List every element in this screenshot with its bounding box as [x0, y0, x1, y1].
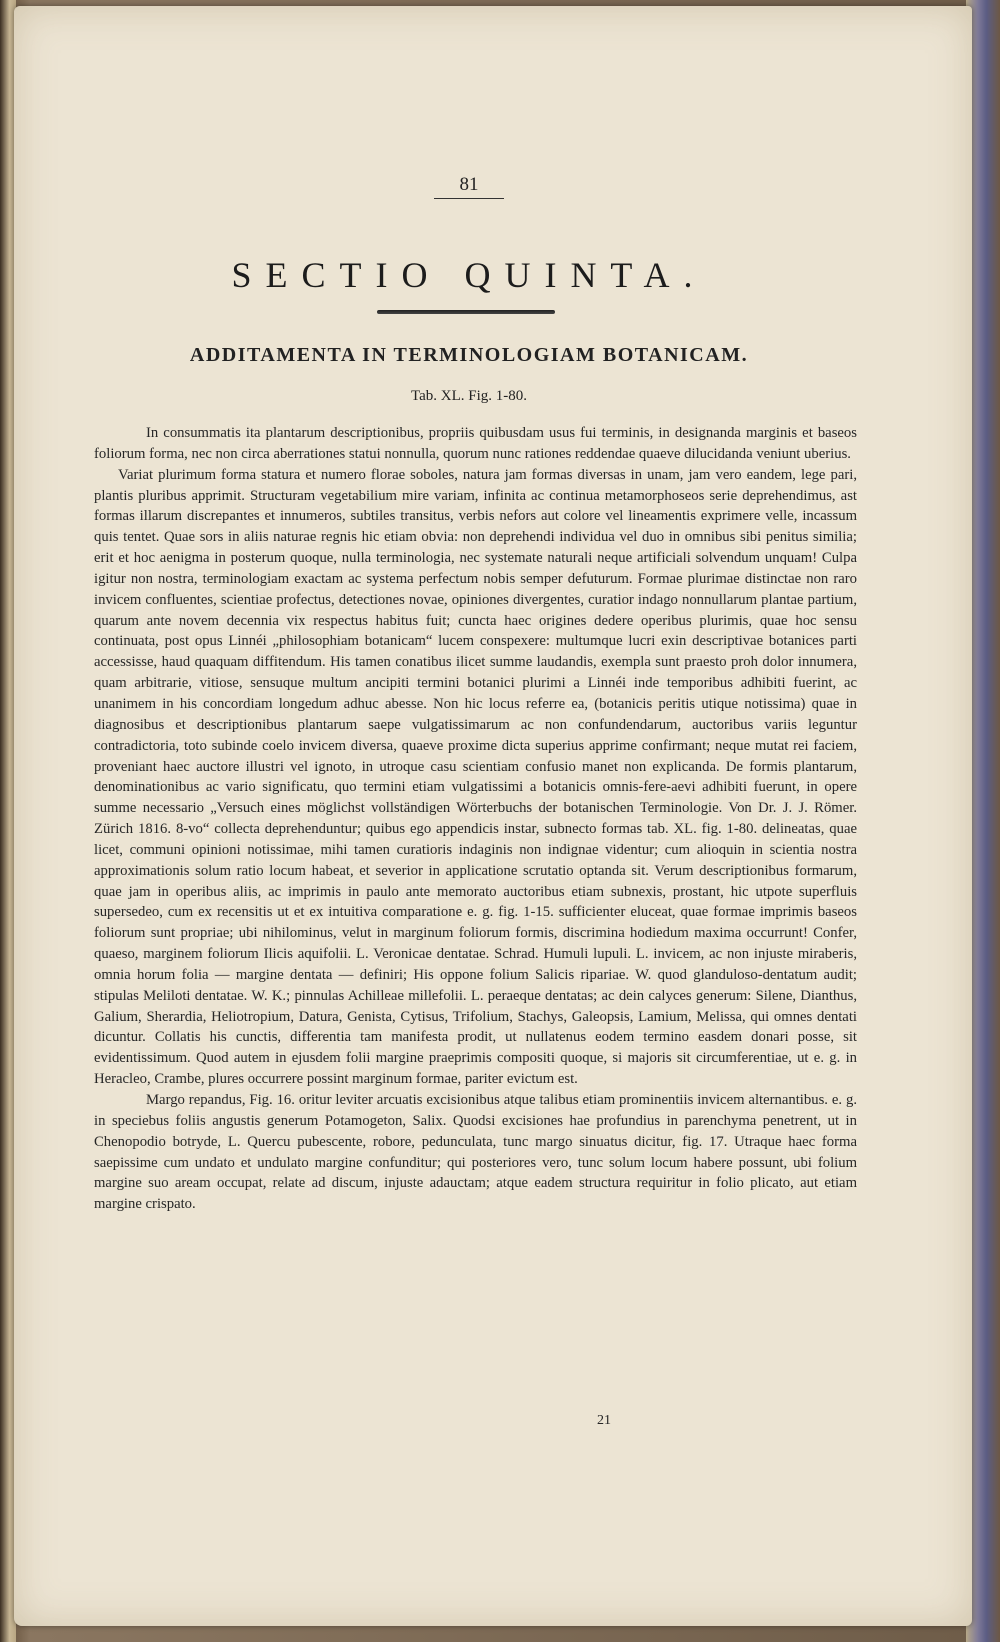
plate-reference: Tab. XL. Fig. 1-80.: [410, 388, 528, 404]
page-number: 81: [434, 174, 504, 199]
paragraph-intro: In consummatis ita plantarum descriptionibus, propriis quibusdam usus fui terminis, in designanda marginis et baseos foliorum forma, nec non circa aberrationes statui nonnulla, quorum nunc rationes reddendae quaeve dilucidanda veniunt uberius.: [94, 425, 857, 462]
paragraph-main: Variat plurimum forma statura et numero florae soboles, natura jam formas diversas in unam, jam vero eandem, lege pari, plantis pluribus apprimit. Structuram vegetabilium mire variam, infinita ac continua metamorphoseos serie deprehendimus, ast formas illarum discrepantes et innumeros, subtiles transitus, verbis nefors aut colore vel lineamentis exprimere velle, incassum quis tentet. Quae sors in aliis naturae regnis hic etiam obvia: non deprehendi individua vel duo in omnibus sibi penitus similia; erit et hoc aenigma in posterum quoque, nulla terminologia, nec systemate naturali neque artificiali solvendum unquam! Culpa igitur non nostra, terminologiam exactam ac systema perfectum nobis semper defuturum. Formae plurimae distinctae non raro invicem confluentes, scientiae profectus, detectiones novae, opiniones divergentes, curatior indago nonnullarum plantae partium, quarum ante novem decennia vix respectus habitus fuit; cuncta haec origines dedere operibus plurimis, quae hoc sensu continuata, post opus Linnéi „philosophiam botanicam“ lucem conspexere: multumque lucri exin descriptivae botanices parti accessisse, haud quaquam diffitendum. His tamen conatibus ilicet summe laudandis, exempla sunt praesto proh dolor innumera, quam arbitrarie, vitiose, sensuque multum ancipiti termini botanici plurimi a Linnéi inde temporibus adhibiti fuerint, ac unanimem in his concordiam longedum adhuc abesse. Non hic locus referre ea, (botanicis peritis utique notissima) quae in diagnosibus et descriptionibus plantarum saepe vulgatissimarum ac non confundendarum, auctoribus variis leguntur contradictoria, toto subinde coelo invicem diversa, quaeve proxime dicta superius apprime confirmant; neque mutat rei faciem, proveniant haec auctore illustri vel ignoto, in utroque casu scientiam confusio manet non explicanda. De formis plantarum, denominationibus ac vario significatu, quo termini etiam vulgatissimi a botanicis omnis-fere-aevi adhibiti fuerunt, in opere summe necessario „Versuch eines möglichst vollständigen Wörterbuchs der botanischen Terminologie. Von Dr. J. J. Römer. Zürich 1816. 8-vo“ collecta deprehenduntur; quibus ego appendicis instar, subnecto formas tab. XL. fig. 1-80. delineatas, quae licet, communi opinioni notissimae, mihi tamen curatioris indaginis non indignae videntur; cum alioquin in scientia nostra approximationis solum ratio locum habeat, et severior in applicatione scrutatio optanda sit. Verum descriptionibus formarum, quae jam in operibus aliis, ac imprimis in paulo ante memorato auctoribus etiam subnexis, prostant, hic utpote superfluis supersedeo, cum ex recensitis ut et ex intuitiva comparatione e. g. fig. 1-15. sufficienter eluceat, quae formae imprimis baseos foliorum sunt propriae; ubi nihilominus, velut in marginum foliorum formis, discrimina hodiedum maxima occurrunt! Confer, quaeso, marginem foliorum Ilicis aquifolii. L. Veronicae dentatae. Schrad. Humuli lupuli. L. invicem, ac non injuste miraberis, omnia horum folia — margine dentata — definiri; His oppone folium Salicis ripariae. W. quod glanduloso-dentatum audit; stipulas Meliloti dentatae. W. K.; pinnulas Achilleae millefolii. L. peraeque dentatas; ac dein calyces generum: Silene, Dianthus, Galium, Sherardia, Heliotropium, Datura, Genista, Cytisus, Trifolium, Stachys, Galeopsis, Lamium, Melissa, qui omnes dentati dicuntur. Collatis his cunctis, differentia tam manifesta prodit, ut nullatenus eodem termino easdem donari posse, sit evidentissimum. Quod autem in ejusdem folii margine praeprimis compositi quoque, si majoris sit circumferentiae, ut e. g. in Heracleo, Crambe, plures occurrere possint marginum formae, pariter evictum est.: [94, 466, 857, 1088]
heading-rule: [377, 310, 555, 314]
signature-mark: 21: [597, 1413, 611, 1428]
page: [14, 6, 972, 1626]
section-subtitle: ADDITAMENTA IN TERMINOLOGIAM BOTANICAM.: [189, 344, 749, 366]
paragraph-margo-repandus: Margo repandus, Fig. 16. oritur leviter arcuatis excisionibus atque talibus etiam prominentiis invicem alternantibus. e. g. in speciebus foliis angustis generum Potamogeton, Salix. Quodsi excisiones hae profundius in parenchyma penetrent, ut in Chenopodio botryde, L. Quercu pubescente, robore, pedunculata, tunc margo sinuatus dicitur, fig. 17. Utraque haec forma saepissime cum undato et undulato margine confunditur; qui posteriores vero, tunc solum locum habere possunt, ubi folium margine suo aream occupat, relate ad discum, injuste adauctam; atque eadem structura requiritur in folio plicato, aut etiam margine crispato.: [94, 1092, 857, 1213]
section-heading: SECTIO QUINTA.: [231, 255, 707, 295]
body-text: [94, 423, 857, 1215]
